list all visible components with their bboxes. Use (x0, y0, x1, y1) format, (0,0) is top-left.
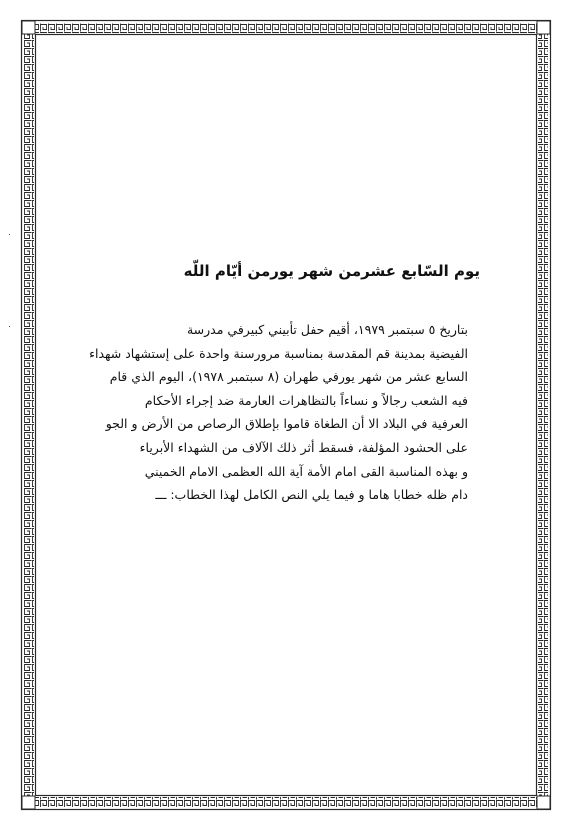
text-line: العرفية في البلاد الا أن الطغاة قاموا بإطلاق الرصاص من الأرض و الجو (105, 416, 468, 432)
paragraph-intro (89, 318, 468, 460)
text-line: بتاريخ ٥ سبتمبر ١٩٧٩، أقيم حفل تأبيني كبيرفي مدرسة (186, 322, 468, 337)
text-line: فيه الشعب رجالاً و نساءاً بالتظاهرات العارمة ضد إجراء الأحكام (144, 392, 468, 408)
scan-mark (9, 234, 10, 235)
text-line: على الحشود المؤلفة، فسقط أثر ذلك الآلاف من الشهداء الأبرياء (139, 439, 468, 455)
page-title: يوم السّابع عشرمن شهر يورمن أيّام اللّه (183, 262, 480, 280)
text-line: الفيضية بمدينة قم المقدسة بمناسبة مرورسنة واحدة على إستشهاد شهداء (89, 345, 468, 361)
body-text (89, 318, 468, 507)
text-line: السابع عشر من شهر يورفي طهران (٨ سبتمبر ١٩٧٨)، اليوم الذي قام (109, 369, 468, 385)
paragraph-occasion (144, 460, 468, 507)
text-line: دام ظله خطابا هاما و فيما يلي النص الكامل لهذا الخطاب: ـــ (155, 487, 468, 503)
text-line: و بهذه المناسبة القى امام الأمة آية الله العظمى الامام الخميني (144, 463, 468, 479)
scan-mark (9, 326, 10, 327)
